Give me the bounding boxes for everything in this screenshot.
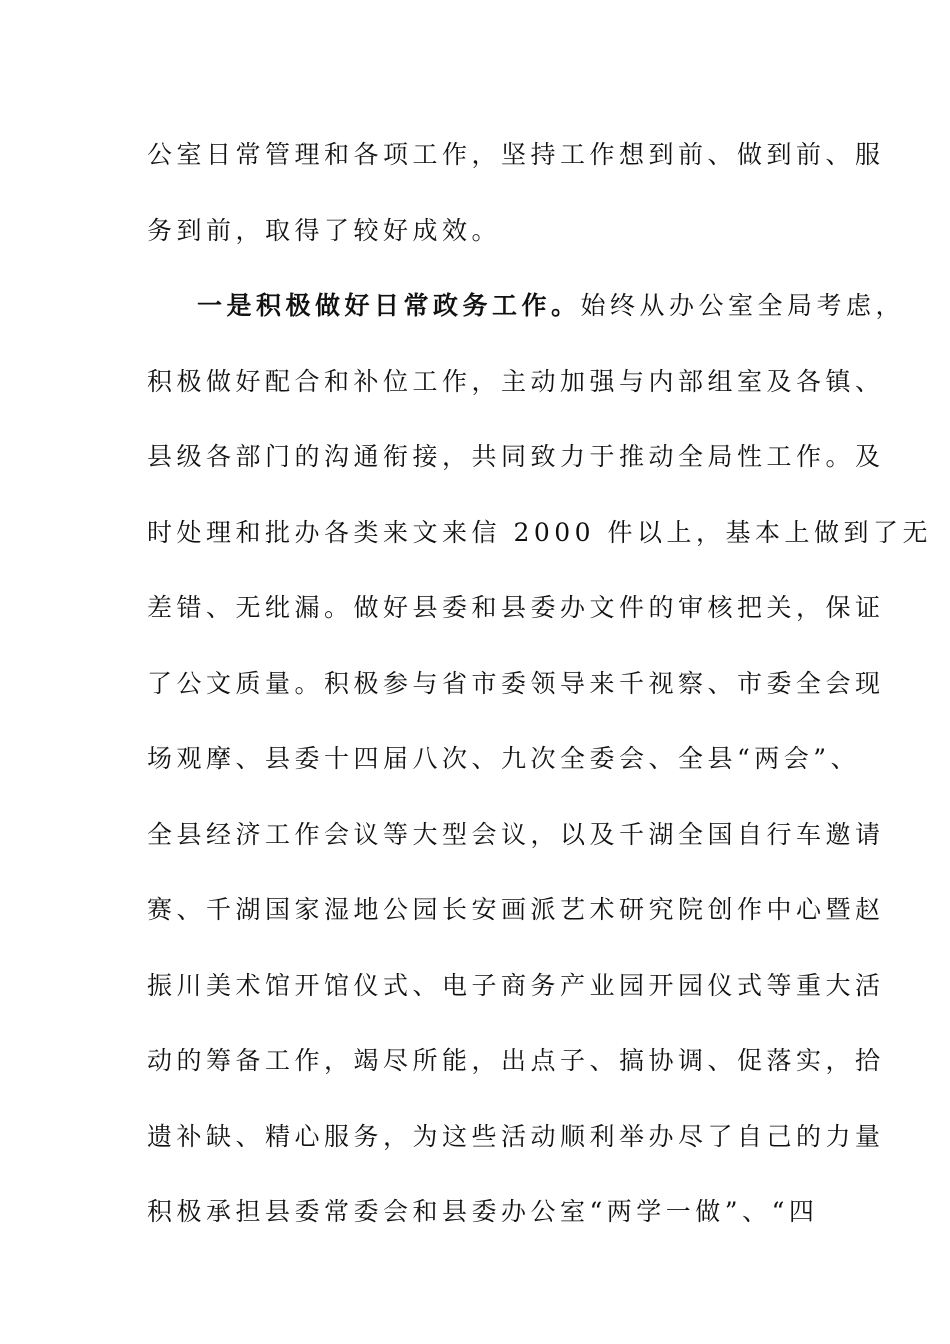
line-text: 动的筹备工作，竭尽所能，出点子、搞协调、促落实，拾 bbox=[147, 1046, 885, 1075]
text-line bbox=[147, 206, 827, 282]
line-text: 积极承担县委常委会和县委办公室“两学一做”、“四 bbox=[147, 1197, 819, 1226]
text-line bbox=[147, 357, 885, 433]
text-line bbox=[147, 734, 861, 810]
text-line bbox=[147, 1187, 827, 1263]
text-line bbox=[147, 432, 885, 508]
line-text: 县级各部门的沟通衔接，共同致力于推动全局性工作。及 bbox=[147, 442, 885, 471]
line-text: 了公文质量。积极参与省市委领导来千视察、市委全会现 bbox=[147, 668, 885, 698]
text-line bbox=[147, 583, 885, 659]
line-text: 场观摩、县委十四届八次、九次全委会、全县“两会”、 bbox=[147, 744, 861, 773]
text-line bbox=[147, 885, 885, 961]
text-line bbox=[147, 961, 885, 1037]
text-line bbox=[147, 508, 933, 584]
line-text: 赛、千湖国家湿地公园长安画派艺术研究院创作中心暨赵 bbox=[147, 895, 885, 924]
text-line bbox=[147, 130, 885, 206]
text-line bbox=[147, 659, 885, 735]
line-text: 始终从办公室全局考虑， bbox=[580, 291, 906, 320]
text-line bbox=[147, 810, 885, 886]
line-text: 务到前，取得了较好成效。 bbox=[147, 215, 502, 245]
line-text: 全县经济工作会议等大型会议，以及千湖全国自行车邀请 bbox=[147, 819, 885, 849]
body-text bbox=[147, 130, 933, 1263]
text-line bbox=[147, 1036, 885, 1112]
text-line bbox=[147, 281, 906, 357]
line-text: 公室日常管理和各项工作，坚持工作想到前、做到前、服 bbox=[147, 140, 885, 169]
line-text: 差错、无纰漏。做好县委和县委办文件的审核把关，保证 bbox=[147, 593, 885, 622]
line-text: 积极做好配合和补位工作，主动加强与内部组室及各镇、 bbox=[147, 366, 885, 396]
line-text: 时处理和批办各类来文来信 2000 件以上，基本上做到了无 bbox=[147, 517, 933, 547]
line-text: 振川美术馆开馆仪式、电子商务产业园开园仪式等重大活 bbox=[147, 970, 885, 1000]
line-text: 遗补缺、精心服务，为这些活动顺利举办尽了自己的力量 bbox=[147, 1121, 885, 1151]
section-lead-heading: 一是积极做好日常政务工作。 bbox=[197, 291, 581, 320]
text-line bbox=[147, 1112, 885, 1188]
